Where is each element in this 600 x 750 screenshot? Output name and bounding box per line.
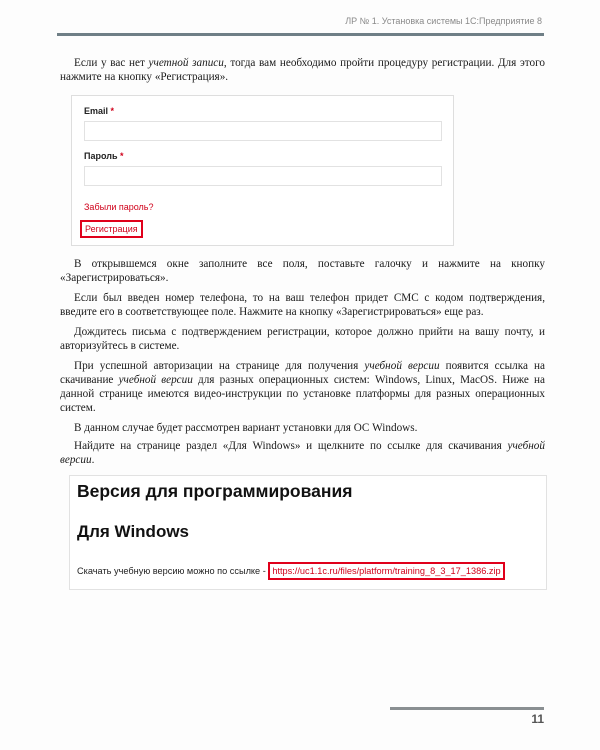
page-number: 11 <box>531 712 544 726</box>
password-field[interactable] <box>84 166 442 186</box>
paragraph-4: Дождитесь письма с подтверждением регистрации, которое должно прийти на вашу почту, и авторизуйтесь в системе. <box>60 326 545 352</box>
header-rule <box>57 33 544 36</box>
download-link[interactable]: https://uc1.1c.ru/files/platform/training_8_3_17_1386.zip <box>268 562 504 580</box>
paragraph-5: При успешной авторизации на странице для получения учебной версии появится ссылка на скачивание учебной версии для разных операционных систем: Windows, Linux, MacOS. Ниже на данной странице имеются видео-инструкции по установке платформы для разных операционных систем. <box>60 360 546 414</box>
paragraph-2: В открывшемся окне заполните все поля, поставьте галочку и нажмите на кнопку «Зарегистрироваться». <box>60 258 545 284</box>
footer-rule <box>390 707 544 710</box>
download-row <box>77 562 505 580</box>
email-label: Email * <box>84 106 115 116</box>
paragraph-7: Найдите на странице раздел «Для Windows» и щелкните по ссылке для скачивания учебной версии. <box>60 440 545 466</box>
download-box-screenshot <box>69 475 547 590</box>
running-header: ЛР № 1. Установка системы 1С:Предприятие 8 <box>345 16 542 26</box>
windows-subheading: Для Windows <box>77 522 190 541</box>
register-link[interactable]: Регистрация <box>80 220 143 238</box>
forgot-password-link[interactable]: Забыли пароль? <box>84 202 154 212</box>
paragraph-3: Если был введен номер телефона, то на ваш телефон придет СМС с кодом подтверждения, введите его в соответствующее поле. Нажмите на кнопку «Зарегистрироваться» еще раз. <box>60 292 545 318</box>
paragraph-1: Если у вас нет учетной записи, тогда вам необходимо пройти процедуру регистрации. Для этого нажмите на кнопку «Регистрация». <box>60 57 545 83</box>
email-field[interactable] <box>84 121 442 141</box>
download-heading: Версия для программирования <box>77 481 353 501</box>
password-label: Пароль * <box>84 151 124 161</box>
login-form-screenshot <box>71 95 454 246</box>
download-text: Скачать учебную версию можно по ссылке - <box>77 566 269 576</box>
paragraph-6: В данном случае будет рассмотрен вариант установки для ОС Windows. <box>74 422 418 434</box>
